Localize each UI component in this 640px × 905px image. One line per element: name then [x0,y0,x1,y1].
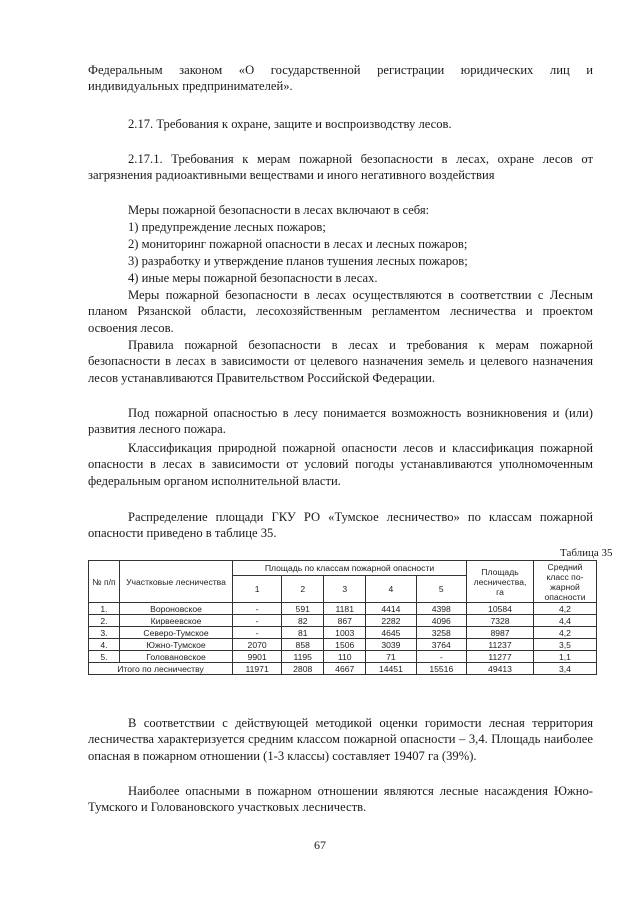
cell-num: 3. [89,627,120,639]
cell-district: Южно-Тумское [120,639,233,651]
class-header: 4 [366,576,416,603]
table-row [89,627,597,639]
cell-class-1: - [233,615,282,627]
section-heading-2-17-1: 2.17.1. Требования к мерам пожарной безопасности в лесах, охране лесов от загрязнения радиоактивными веществами и иного негативного воздействия [88,152,593,183]
cell-class-4: 4645 [366,627,416,639]
cell-district: Вороновское [120,603,233,615]
cell-num: 1. [89,603,120,615]
cell-class-2: 82 [282,615,324,627]
cell-area: 11277 [467,651,534,663]
paragraph-fire-danger-definition: Под пожарной опасностью в лесу понимается возможность возникновения и (или) развития лесного пожара. [88,406,593,437]
cell-total-label: Итого по лесничеству [89,663,233,675]
cell-num: 2. [89,615,120,627]
paragraph-forest-plan: Меры пожарной безопасности в лесах осуществляются в соответствии с Лесным планом Рязанской области, лесохозяйственным регламентом лесничества и проектом освоения лесов. [88,288,593,335]
cell-num: 4. [89,639,120,651]
cell-class-3: 867 [324,615,366,627]
cell-class-2: 1195 [282,651,324,663]
cell-avg-class: 4,2 [534,603,597,615]
table-row [89,651,597,663]
cell-class-1: - [233,603,282,615]
table-caption: Таблица 35 [560,547,613,559]
col-header-num: № п/п [89,561,120,603]
cell-class-2: 858 [282,639,324,651]
paragraph-measures-intro: Меры пожарной безопасности в лесах включают в себя: [128,203,430,217]
cell-class-3: 110 [324,651,366,663]
cell-class-1: - [233,627,282,639]
cell-avg-class: 4,2 [534,627,597,639]
list-item: 1) предупреждение лесных пожаров; [128,220,326,234]
col-header-district: Участковые лесничества [120,561,233,603]
cell-district: Кирвеевское [120,615,233,627]
cell-class-5: 3258 [416,627,466,639]
class-header: 3 [324,576,366,603]
col-header-avg-class: Средний класс по-жарной опасности [534,561,597,603]
paragraph-law-reference: Федеральным законом «О государственной регистрации юридических лиц и индивидуальных предпринимателей». [88,63,593,94]
cell-class-1: 2070 [233,639,282,651]
cell-class-5: 3764 [416,639,466,651]
class-header: 1 [233,576,282,603]
cell-class-4: 2282 [366,615,416,627]
section-heading-2-17: 2.17. Требования к охране, защите и воспроизводству лесов. [128,117,452,131]
cell-class-2: 2808 [282,663,324,675]
cell-district: Северо-Тумское [120,627,233,639]
cell-class-2: 591 [282,603,324,615]
cell-class-4: 3039 [366,639,416,651]
col-header-area: Площадь лесничества, га [467,561,534,603]
cell-district: Головановское [120,651,233,663]
cell-class-1: 9901 [233,651,282,663]
cell-class-3: 1181 [324,603,366,615]
cell-class-3: 4667 [324,663,366,675]
paragraph-table-intro: Распределение площади ГКУ РО «Тумское лесничество» по классам пожарной опасности приведено в таблице 35. [88,510,593,541]
cell-class-3: 1003 [324,627,366,639]
cell-class-5: 4398 [416,603,466,615]
page-number: 67 [314,838,326,852]
table-total-row [89,663,597,675]
cell-area: 8987 [467,627,534,639]
cell-area: 49413 [467,663,534,675]
table-row [89,639,597,651]
cell-avg-class: 3,4 [534,663,597,675]
cell-class-2: 81 [282,627,324,639]
cell-class-5: 4096 [416,615,466,627]
cell-class-3: 1506 [324,639,366,651]
cell-class-5: - [416,651,466,663]
table-row [89,603,597,615]
list-item: 4) иные меры пожарной безопасности в лесах. [128,271,378,285]
cell-class-4: 14451 [366,663,416,675]
cell-area: 7328 [467,615,534,627]
cell-class-4: 71 [366,651,416,663]
list-item: 2) мониторинг пожарной опасности в лесах и лесных пожаров; [128,237,468,251]
cell-avg-class: 1,1 [534,651,597,663]
class-header: 5 [416,576,466,603]
cell-area: 11237 [467,639,534,651]
cell-num: 5. [89,651,120,663]
cell-class-4: 4414 [366,603,416,615]
col-header-area-by-class: Площадь по классам пожарной опасности [233,561,467,576]
cell-avg-class: 4,4 [534,615,597,627]
class-header: 2 [282,576,324,603]
paragraph-average-class: В соответствии с действующей методикой оценки горимости лесная территория лесничества характеризуется средним классом пожарной опасности – 3,4. Площадь наиболее опасная в пожарном отношении (1-3 классы) составляет 19407 га (39%). [88,716,593,763]
paragraph-classification: Классификация природной пожарной опасности лесов и классификация пожарной опасности в лесах в зависимости от условий погоды устанавливаются уполномоченным федеральным органом исполнительной власти. [88,441,593,488]
cell-area: 10584 [467,603,534,615]
cell-class-5: 15516 [416,663,466,675]
table-row [89,615,597,627]
list-item: 3) разработку и утверждение планов тушения лесных пожаров; [128,254,468,268]
table-header-row [89,561,597,576]
cell-class-1: 11971 [233,663,282,675]
fire-danger-table [88,560,597,675]
cell-avg-class: 3,5 [534,639,597,651]
paragraph-fire-rules: Правила пожарной безопасности в лесах и требования к мерам пожарной безопасности в лесах в зависимости от целевого назначения земель и целевого назначения лесов устанавливаются Правительством Российской Федерации. [88,338,593,385]
paragraph-most-dangerous: Наиболее опасными в пожарном отношении являются лесные насаждения Южно-Тумского и Головановского участковых лесничеств. [88,784,593,815]
